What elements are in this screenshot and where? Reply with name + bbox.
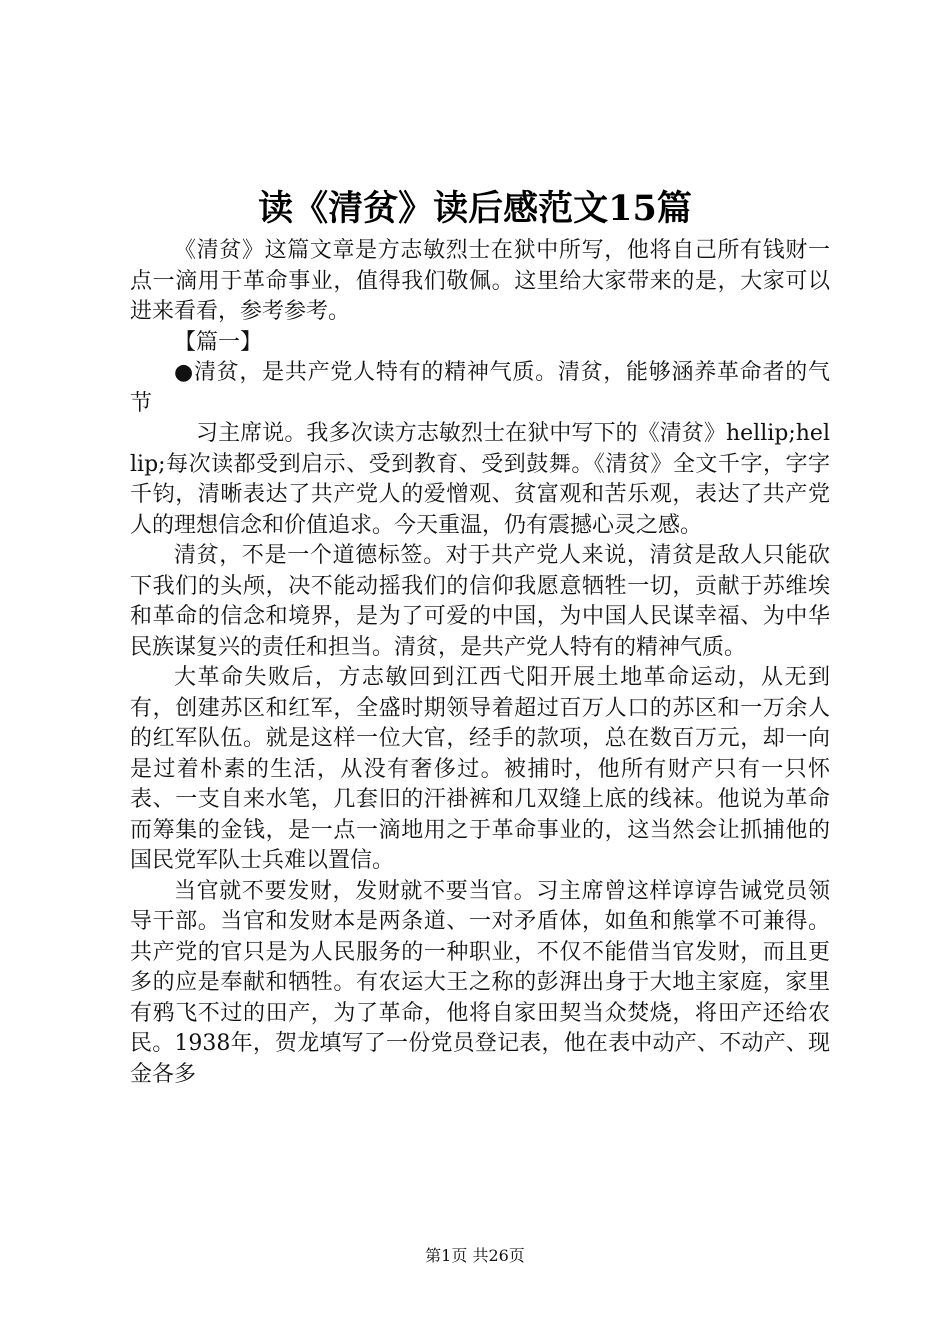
body-paragraph: 习主席说。我多次读方志敏烈士在狱中写下的《清贫》hellip;hellip;每次读都受到启示、受到教育、受到鼓舞。《清贫》全文千字，字字千钧，清晰表达了共产党人的爱憎观、贫富观和苦乐观，表达了共产党人的理想信念和价值追求。今天重温，仍有震撼心灵之感。 <box>130 421 830 538</box>
body-paragraph: 当官就不要发财，发财就不要当官。习主席曾这样谆谆告诫党员领导干部。当官和发财本是两条道、一对矛盾体，如鱼和熊掌不可兼得。共产党的官只是为人民服务的一种职业，不仅不能借当官发财，而且更多的应是奉献和牺牲。有农运大王之称的彭湃出身于大地主家庭，家里有鸦飞不过的田产，为了革命，他将自家田契当众焚烧，将田产还给农民。1938年，贺龙填写了一份党员登记表，他在表中动产、不动产、现金各多 <box>130 878 830 1087</box>
page-footer: 第1页 共26页 <box>425 1246 525 1265</box>
body-paragraph: 大革命失败后，方志敏回到江西弋阳开展土地革命运动，从无到有，创建苏区和红军，全盛时期领导着超过百万人口的苏区和一万余人的红军队伍。就是这样一位大官，经手的款项，总在数百万元，却一向是过着朴素的生活，从没有奢侈过。被捕时，他所有财产只有一只怀表、一支自来水笔，几套旧的汗褂裤和几双缝上底的线袜。他说为革命而筹集的金钱，是一点一滴地用之于革命事业的，这当然会让抓捕他的国民党军队士兵难以置信。 <box>130 665 830 873</box>
document-title: 读《清贫》读后感范文15篇 <box>258 188 692 229</box>
intro-paragraph: 《清贫》这篇文章是方志敏烈士在狱中所写，他将自己所有钱财一点一滴用于革命事业，值得我们敬佩。这里给大家带来的是，大家可以进来看看，参考参考。 <box>130 238 830 324</box>
document-body <box>130 236 830 1090</box>
section-heading: 【篇一】 <box>174 329 263 355</box>
bullet-paragraph: ●清贫，是共产党人特有的精神气质。清贫，能够涵养革命者的气节 <box>130 360 830 416</box>
body-paragraph: 清贫，不是一个道德标签。对于共产党人来说，清贫是敌人只能砍下我们的头颅，决不能动摇我们的信仰我愿意牺牲一切，贡献于苏维埃和革命的信念和境界，是为了可爱的中国，为中国人民谋幸福、为中华民族谋复兴的责任和担当。清贫，是共产党人特有的精神气质。 <box>130 543 830 660</box>
